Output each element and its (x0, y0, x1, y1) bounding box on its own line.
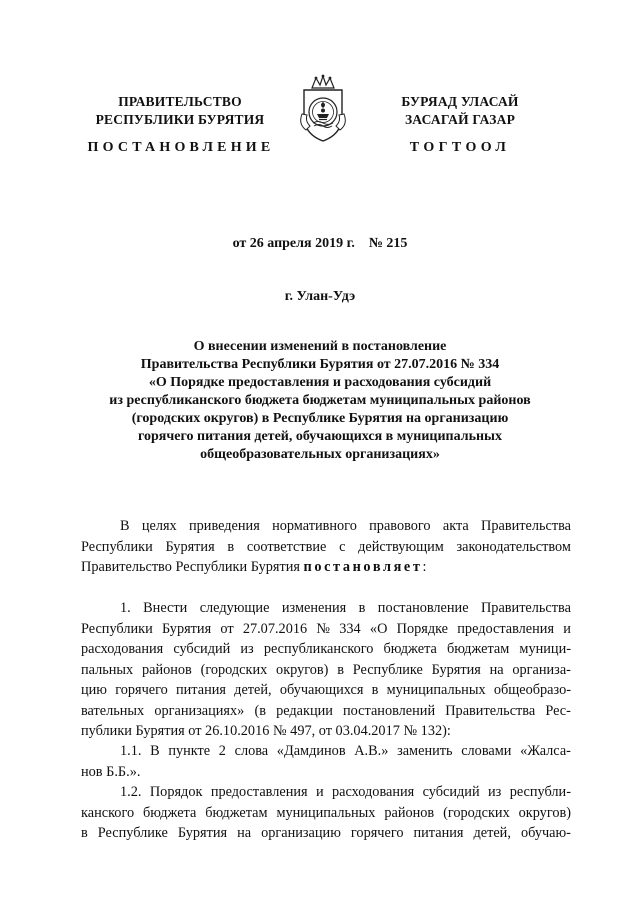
document-number: № 215 (368, 236, 408, 251)
document-date-line (0, 236, 640, 252)
clause-1-paragraph (81, 598, 571, 742)
body-line: канского бюджета бюджетам муниципальных районов (городских округов) (81, 804, 571, 821)
government-name-russian (90, 93, 270, 129)
resolution-colon: : (422, 559, 427, 575)
government-name-buryat (374, 93, 546, 129)
government-name-line2: РЕСПУБЛИКИ БУРЯТИЯ (95, 112, 265, 127)
title-line: общеобразовательных организациях» (200, 447, 440, 462)
government-name-buryat-line2: ЗАСАГАЙ ГАЗАР (404, 112, 516, 127)
title-line: (городских округов) в Республике Бурятия на организацию (131, 411, 509, 426)
document-title (80, 338, 560, 464)
body-line: расходования субсидий из республиканского бюджета бюджетам муници- (81, 641, 571, 657)
resolution-subject: Правительство Республики Бурятия (81, 559, 300, 575)
body-line-resolves (81, 557, 571, 578)
body-line: нов Б.Б.». (81, 763, 141, 780)
preamble-paragraph (81, 516, 571, 578)
title-line: «О Порядке предоставления и расходования субсидий (148, 375, 492, 390)
resolves-keyword: постановляет (303, 559, 423, 575)
title-line: из республиканского бюджета бюджетам муниципальных районов (109, 393, 531, 408)
body-line: пальных районов (городских округов) в Республике Бурятия на организа- (81, 661, 571, 678)
body-line: 1.2. Порядок предоставления и расходования субсидий из республи- (120, 784, 571, 800)
title-line: горячего питания детей, обучающихся в муниципальных (138, 429, 502, 444)
government-name-buryat-line1: БУРЯАД УЛАСАЙ (401, 94, 519, 109)
clause-1-2-paragraph (81, 782, 571, 844)
coat-of-arms-icon (294, 74, 352, 144)
body-line: публики Бурятия от 26.10.2016 № 497, от 03.04.2017 № 132): (81, 723, 451, 739)
body-line: Республики Бурятия от 27.07.2016 № 334 «О Порядке предоставления и (81, 620, 571, 637)
body-line: В целях приведения нормативного правового акта Правительства (120, 518, 571, 534)
document-place: г. Улан-Удэ (284, 289, 356, 304)
title-line: Правительства Республики Бурятия от 27.07.2016 № 334 (140, 357, 500, 372)
document-date: от 26 апреля 2019 г. (232, 236, 355, 251)
title-line: О внесении изменений в постановление (193, 339, 447, 354)
body-line: Республики Бурятия в соответствие с действующим законодательством (81, 538, 571, 555)
body-line: цию горячего питания детей, обучающихся в муниципальных общеобразо- (81, 682, 571, 698)
document-type-buryat: ТОГТООЛ (409, 140, 511, 155)
government-name-line1: ПРАВИТЕЛЬСТВО (118, 94, 242, 109)
body-line: 1.1. В пункте 2 слова «Дамдинов А.В.» заменить словами «Жалса- (120, 743, 571, 759)
body-line: вательных организациях» (в редакции постановлений Правительства Рес- (81, 702, 571, 719)
clause-1-1-paragraph (81, 741, 571, 782)
document-type-russian: ПОСТАНОВЛЕНИЕ (87, 140, 275, 155)
body-line: в Республике Бурятия на организацию горячего питания детей, обучаю- (81, 825, 571, 841)
body-line: 1. Внести следующие изменения в постановление Правительства (120, 600, 571, 616)
